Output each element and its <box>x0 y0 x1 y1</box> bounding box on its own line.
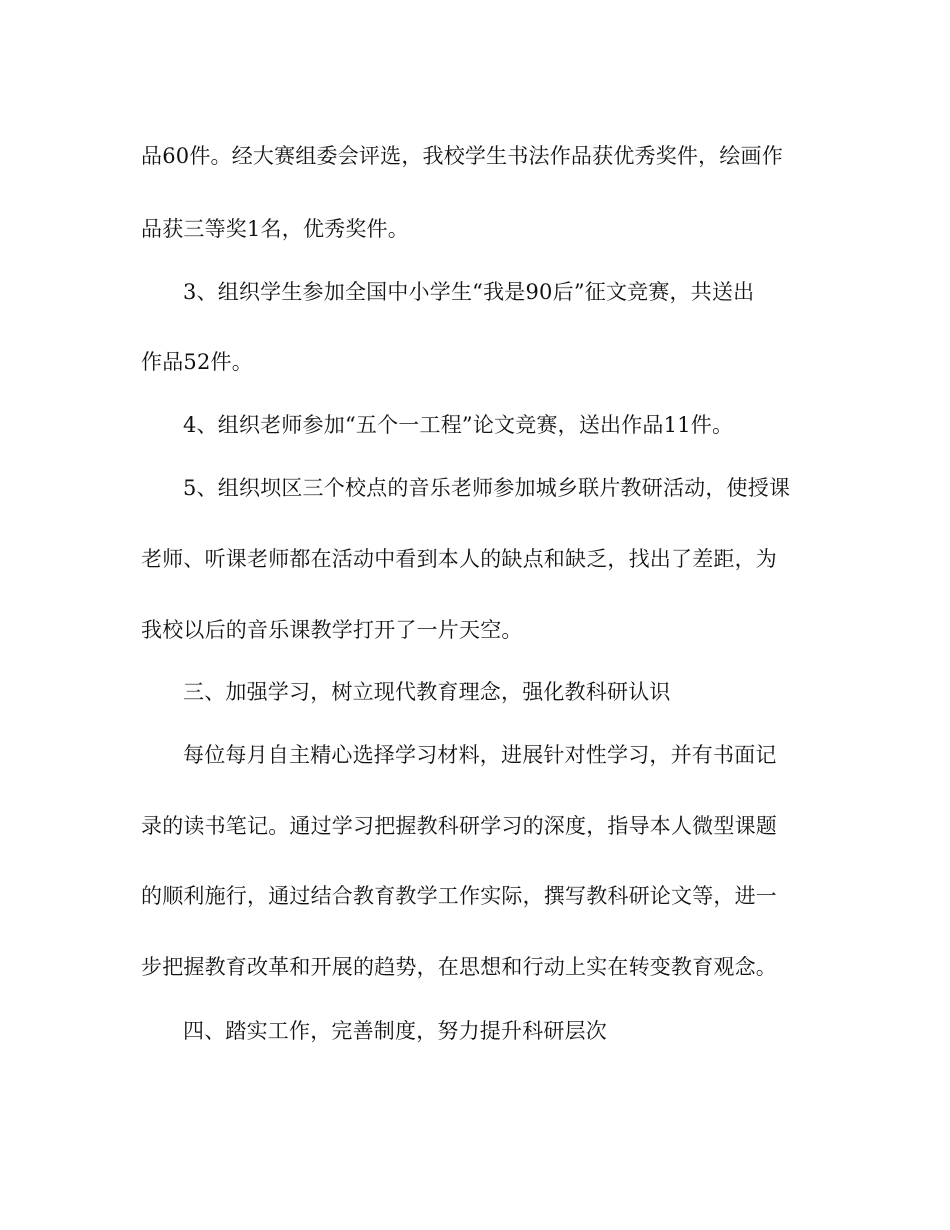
text-line: 录的读书笔记。通过学习把握教科研学习的深度，指导本人微型课题 <box>141 814 777 838</box>
text-line: 作品52件。 <box>141 350 253 374</box>
paragraph-heading-3: 3、组织学生参加全国中小学生“我是90后”征文竞赛，共送出 <box>183 280 755 304</box>
text-line: 步把握教育改革和开展的趋势，在思想和行动上实在转变教育观念。 <box>141 955 777 979</box>
paragraph-start: 每位每月自主精心选择学习材料，进展针对性学习，并有书面记 <box>183 743 777 767</box>
text-line: 我校以后的音乐课教学打开了一片天空。 <box>141 618 523 642</box>
text-line: 老师、听课老师都在活动中看到本人的缺点和缺乏，找出了差距，为 <box>141 547 777 571</box>
paragraph-heading-4: 4、组织老师参加“五个一工程”论文竞赛，送出作品11件。 <box>183 413 734 437</box>
paragraph-heading-5: 5、组织坝区三个校点的音乐老师参加城乡联片教研活动，使授课 <box>183 476 791 500</box>
text-line: 品60件。经大赛组委会评选，我校学生书法作品获优秀奖件，绘画作 <box>141 144 783 168</box>
section-heading-4: 四、踏实工作，完善制度，努力提升科研层次 <box>183 1019 607 1043</box>
text-line: 的顺利施行，通过结合教育教学工作实际，撰写教科研论文等，进一 <box>141 884 777 908</box>
section-heading-3: 三、加强学习，树立现代教育理念，强化教科研认识 <box>183 680 671 704</box>
text-line: 品获三等奖1名，优秀奖件。 <box>141 217 409 241</box>
